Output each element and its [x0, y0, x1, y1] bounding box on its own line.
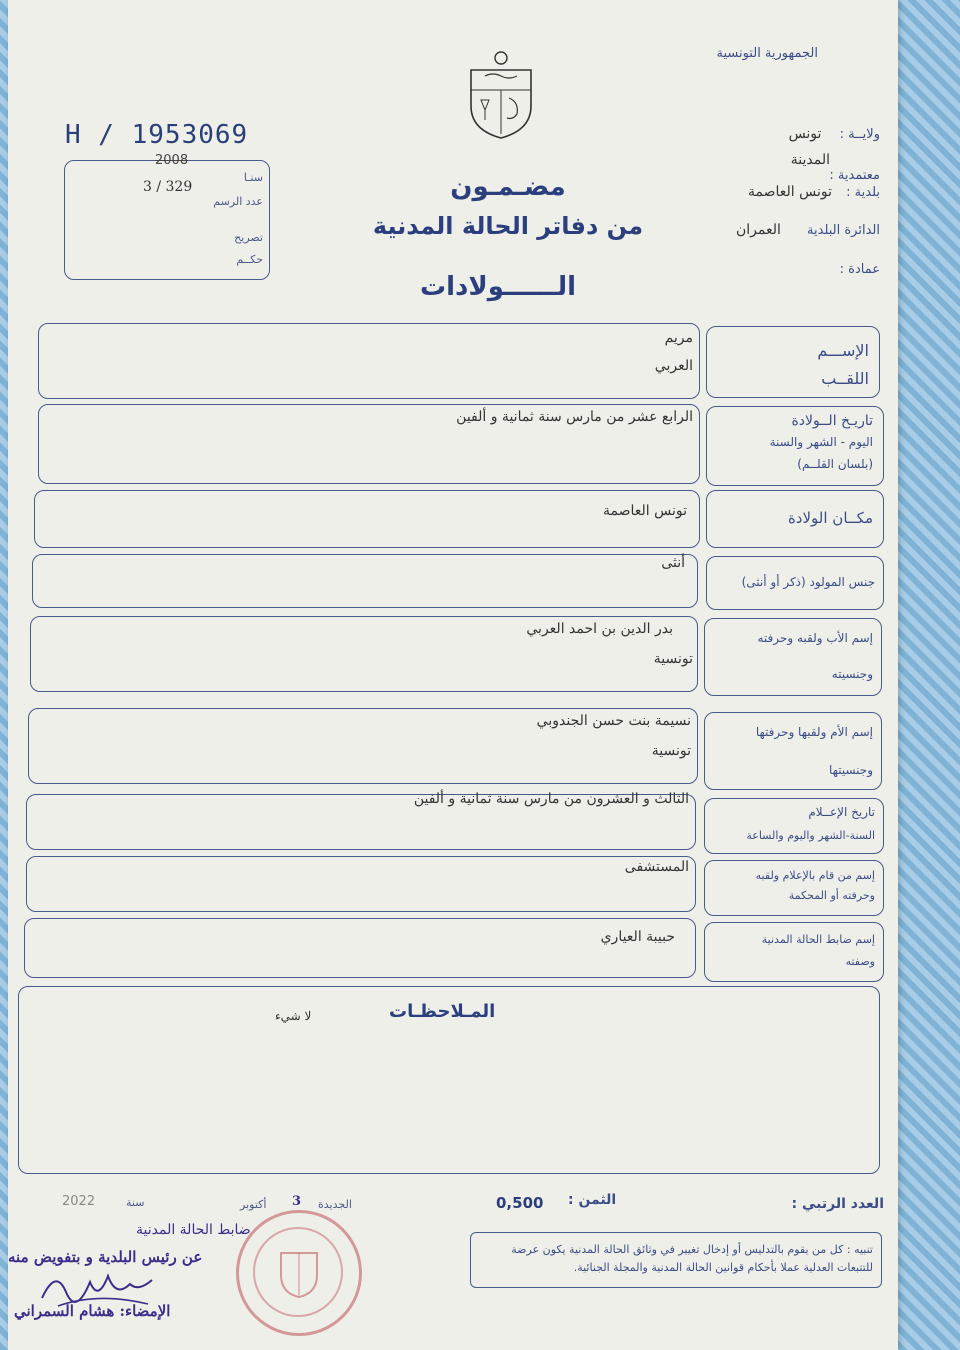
father-value: بدر الدين بن احمد العربي — [526, 621, 673, 637]
register-declaration-label: تصريح — [234, 231, 263, 244]
officer-value: حبيبة العياري — [600, 929, 675, 945]
sex-label: جنس المولود (ذكر أو أنثى) — [741, 575, 875, 589]
register-number-label: عدد الرسم — [213, 195, 263, 208]
certificate-paper — [8, 0, 898, 1350]
value-box-declaration-date — [26, 791, 696, 850]
value-box-birthplace — [34, 490, 700, 548]
legal-notice: تنبيه : كل من يقوم بالتدليس أو إدخال تغيير في وثائق الحالة المدنية يكون عرضة للتتبعات العدلية عملا بأحكام قوانين الحالة المدنية والمجلة الجنائية. — [511, 1243, 873, 1274]
baladia-value: تونس العاصمة — [748, 184, 832, 200]
value-box-declarant — [26, 856, 696, 912]
value-box-officer — [24, 918, 696, 978]
value-box-name — [38, 323, 700, 399]
baladia-label: بلدية : — [846, 185, 880, 200]
mother-nationality-label: وجنسيتها — [829, 763, 873, 777]
issue-year-label: سنة — [126, 1196, 145, 1209]
mootamadia-row — [680, 152, 880, 168]
remarks-box — [18, 986, 880, 1174]
birth-place-value: تونس العاصمة — [603, 503, 687, 519]
document-title: مضـمـون — [450, 172, 566, 202]
label-box-officer — [704, 922, 884, 982]
mayor-delegate: عن رئيس البلدية و بتفويض منه — [8, 1248, 203, 1266]
wilaya-value: تونس — [788, 126, 822, 142]
label-box-name — [706, 326, 880, 398]
mootamadia-value: المدينة — [790, 152, 830, 168]
declarant-note-label: وحرفته أو المحكمة — [788, 889, 875, 902]
sex-value: أنثى — [661, 555, 685, 571]
handwritten-signature-icon — [38, 1262, 158, 1312]
issue-year-value: 2022 — [62, 1194, 96, 1209]
label-box-birthdate — [706, 406, 884, 486]
republic-header: الجمهورية التونسية — [716, 46, 818, 61]
daira-value: العمران — [735, 222, 781, 238]
declarant-value: المستشفى — [624, 859, 689, 875]
last-name-value: العربي — [654, 358, 693, 374]
birth-place-label: مكــان الولادة — [787, 509, 873, 527]
value-box-father — [30, 616, 698, 692]
serial-order-label: العدد الرتبي : — [791, 1196, 884, 1212]
birth-date-label: تاريـخ الــولادة — [791, 413, 873, 429]
daira-label: الدائرة البلدية — [807, 223, 880, 238]
notice-box — [470, 1232, 882, 1288]
birth-date-value: الرابع عشر من مارس سنة ثمانية و ألفين — [456, 409, 693, 425]
mother-value: نسيمة بنت حسن الجندوبي — [536, 713, 691, 729]
mother-nationality-value: تونسية — [651, 743, 691, 759]
declarant-label: إسم من قام بالإعلام ولقبه — [755, 869, 875, 882]
omada-label: عمادة : — [839, 262, 880, 277]
label-box-sex — [706, 556, 884, 610]
issue-day: 3 — [292, 1194, 302, 1209]
father-label: إسم الأب ولقبه وحرفته — [757, 631, 873, 645]
price-value: 0,500 — [496, 1194, 544, 1212]
first-name-label: الإســـم — [817, 341, 869, 360]
register-judgment-label: حكــم — [236, 253, 263, 266]
birth-date-note-label: (بلسان القلــم) — [797, 457, 873, 471]
first-name-value: مريم — [664, 330, 693, 346]
father-nationality-label: وجنسيته — [831, 667, 873, 681]
serial-number: H / 1953069 — [65, 120, 249, 150]
mootamadia-label: معتمدية : — [829, 168, 880, 183]
official-stamp-icon — [236, 1210, 362, 1336]
label-box-father — [704, 618, 882, 696]
declaration-date-format-label: السنة-الشهر واليوم والساعة — [746, 829, 875, 842]
signatory: الإمضاء: هشام السمراني — [14, 1302, 171, 1320]
wilaya-label: ولايــة : — [839, 127, 880, 142]
baladia-row — [660, 184, 880, 200]
label-box-declaration-date — [704, 798, 884, 854]
declaration-date-value: الثالث و العشرون من مارس سنة ثمانية و ألفين — [413, 791, 689, 807]
officer-label: إسم ضابط الحالة المدنية — [761, 933, 875, 946]
mother-label: إسم الأم ولقبها وحرفتها — [755, 725, 873, 739]
issue-place: الجديدة — [318, 1198, 352, 1211]
declaration-date-label: تاريخ الإعــلام — [808, 805, 875, 819]
price-label: الثمن : — [568, 1192, 617, 1208]
register-box — [64, 153, 270, 280]
remarks-label: المـلاحظـات — [389, 1001, 496, 1022]
daira-row — [640, 222, 880, 238]
section-title: الــــــولادات — [419, 272, 577, 302]
value-box-sex — [32, 554, 698, 608]
document-subtitle: من دفاتر الحالة المدنية — [372, 212, 644, 240]
issue-month: أكتوبر — [240, 1198, 267, 1211]
officer-title: ضابط الحالة المدنية — [136, 1222, 251, 1238]
value-box-mother — [28, 708, 698, 784]
coat-of-arms-icon — [463, 48, 539, 140]
wilaya-row — [680, 126, 880, 142]
register-year-label: سنـا — [243, 171, 263, 184]
father-nationality-value: تونسية — [653, 651, 693, 667]
label-box-declarant — [704, 860, 884, 916]
value-box-birthdate — [38, 404, 700, 484]
last-name-label: اللقــب — [821, 369, 869, 388]
register-year: 2008 — [155, 153, 189, 168]
label-box-mother — [704, 712, 882, 790]
label-box-birthplace — [706, 490, 884, 548]
officer-title-label: وصفته — [845, 955, 875, 968]
birth-date-format-label: اليوم - الشهر والسنة — [769, 435, 873, 449]
register-number: 3 / 329 — [143, 179, 193, 195]
remarks-value: لا شيء — [275, 1009, 312, 1023]
